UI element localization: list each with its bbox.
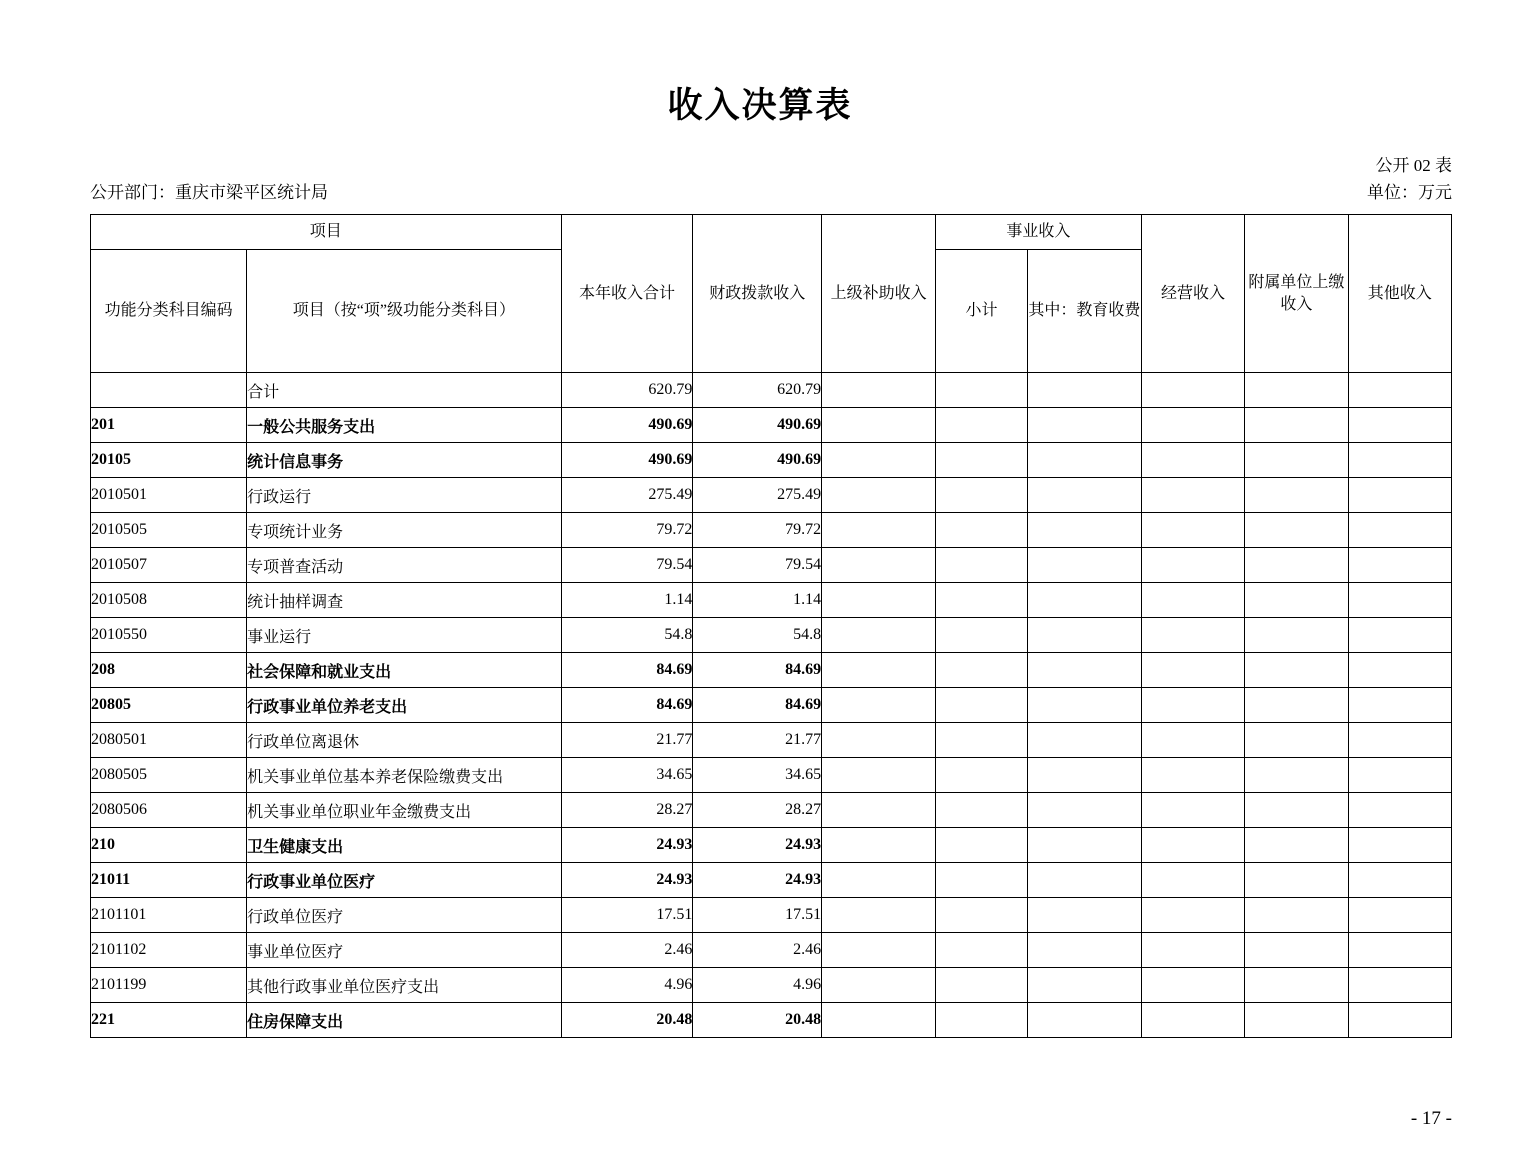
cell-project-name: 统计信息事务 (247, 443, 561, 478)
table-row (91, 618, 1452, 653)
cell-business-subtotal (936, 863, 1028, 898)
cell-business-subtotal (936, 373, 1028, 408)
cell-education-fee (1027, 513, 1141, 548)
cell-other-income (1348, 373, 1451, 408)
cell-other-income (1348, 618, 1451, 653)
cell-total-income: 17.51 (561, 898, 693, 933)
cell-other-income (1348, 723, 1451, 758)
cell-fiscal-appropriation: 490.69 (693, 443, 822, 478)
cell-total-income: 54.8 (561, 618, 693, 653)
cell-fiscal-appropriation: 2.46 (693, 933, 822, 968)
cell-fiscal-appropriation: 1.14 (693, 583, 822, 618)
cell-affiliate-income (1245, 968, 1348, 1003)
cell-education-fee (1027, 478, 1141, 513)
cell-project-name: 社会保障和就业支出 (247, 653, 561, 688)
cell-business-subtotal (936, 1003, 1028, 1038)
cell-function-code: 2010505 (91, 513, 247, 548)
cell-function-code: 2080506 (91, 793, 247, 828)
table-row (91, 478, 1452, 513)
cell-project-name: 其他行政事业单位医疗支出 (247, 968, 561, 1003)
cell-operating-income (1141, 688, 1244, 723)
page-number: - 17 - (1410, 1108, 1452, 1129)
cell-total-income: 24.93 (561, 828, 693, 863)
cell-business-subtotal (936, 828, 1028, 863)
cell-business-subtotal (936, 758, 1028, 793)
cell-operating-income (1141, 723, 1244, 758)
cell-project-name: 行政单位医疗 (247, 898, 561, 933)
table-row (91, 583, 1452, 618)
cell-project-name: 行政单位离退休 (247, 723, 561, 758)
header-subtotal: 小计 (936, 250, 1028, 373)
cell-other-income (1348, 968, 1451, 1003)
cell-business-subtotal (936, 513, 1028, 548)
cell-education-fee (1027, 758, 1141, 793)
cell-affiliate-income (1245, 863, 1348, 898)
table-row (91, 863, 1452, 898)
cell-project-name: 事业运行 (247, 618, 561, 653)
cell-education-fee (1027, 793, 1141, 828)
cell-project-name: 合计 (247, 373, 561, 408)
cell-total-income: 4.96 (561, 968, 693, 1003)
cell-total-income: 275.49 (561, 478, 693, 513)
cell-education-fee (1027, 1003, 1141, 1038)
cell-total-income: 24.93 (561, 863, 693, 898)
cell-education-fee (1027, 968, 1141, 1003)
cell-function-code: 2101199 (91, 968, 247, 1003)
department-line: 公开部门：重庆市梁平区统计局 (90, 183, 328, 202)
cell-total-income: 28.27 (561, 793, 693, 828)
table-row (91, 653, 1452, 688)
cell-fiscal-appropriation: 4.96 (693, 968, 822, 1003)
cell-project-name: 机关事业单位基本养老保险缴费支出 (247, 758, 561, 793)
header-project-group: 项目 (91, 215, 562, 250)
cell-affiliate-income (1245, 758, 1348, 793)
cell-total-income: 620.79 (561, 373, 693, 408)
cell-operating-income (1141, 863, 1244, 898)
cell-education-fee (1027, 443, 1141, 478)
cell-business-subtotal (936, 408, 1028, 443)
table-row (91, 1003, 1452, 1038)
cell-operating-income (1141, 793, 1244, 828)
cell-education-fee (1027, 618, 1141, 653)
form-number: 公开 02 表 (1375, 156, 1452, 175)
cell-business-subtotal (936, 443, 1028, 478)
cell-superior-subsidy (822, 373, 936, 408)
cell-business-subtotal (936, 478, 1028, 513)
income-final-accounts-table (90, 214, 1452, 1038)
cell-fiscal-appropriation: 54.8 (693, 618, 822, 653)
cell-other-income (1348, 793, 1451, 828)
cell-affiliate-income (1245, 1003, 1348, 1038)
cell-fiscal-appropriation: 79.72 (693, 513, 822, 548)
cell-other-income (1348, 828, 1451, 863)
cell-affiliate-income (1245, 478, 1348, 513)
cell-affiliate-income (1245, 443, 1348, 478)
cell-function-code: 201 (91, 408, 247, 443)
cell-function-code: 221 (91, 1003, 247, 1038)
cell-total-income: 21.77 (561, 723, 693, 758)
cell-function-code: 2080505 (91, 758, 247, 793)
cell-other-income (1348, 408, 1451, 443)
cell-project-name: 卫生健康支出 (247, 828, 561, 863)
cell-fiscal-appropriation: 490.69 (693, 408, 822, 443)
cell-project-name: 事业单位医疗 (247, 933, 561, 968)
cell-total-income: 79.54 (561, 548, 693, 583)
cell-superior-subsidy (822, 443, 936, 478)
cell-education-fee (1027, 583, 1141, 618)
cell-function-code: 20105 (91, 443, 247, 478)
cell-business-subtotal (936, 723, 1028, 758)
cell-affiliate-income (1245, 618, 1348, 653)
unit-note: 单位：万元 (1367, 183, 1452, 202)
cell-fiscal-appropriation: 28.27 (693, 793, 822, 828)
header-row-1 (91, 215, 1452, 250)
cell-other-income (1348, 898, 1451, 933)
header-total-income: 本年收入合计 (561, 215, 693, 373)
page-title: 收入决算表 (667, 86, 853, 125)
table-row (91, 828, 1452, 863)
cell-project-name: 专项普查活动 (247, 548, 561, 583)
cell-business-subtotal (936, 688, 1028, 723)
cell-fiscal-appropriation: 275.49 (693, 478, 822, 513)
cell-project-name: 机关事业单位职业年金缴费支出 (247, 793, 561, 828)
cell-project-name: 一般公共服务支出 (247, 408, 561, 443)
cell-superior-subsidy (822, 933, 936, 968)
cell-function-code: 20805 (91, 688, 247, 723)
cell-total-income: 490.69 (561, 443, 693, 478)
cell-superior-subsidy (822, 478, 936, 513)
table-row (91, 513, 1452, 548)
cell-superior-subsidy (822, 863, 936, 898)
header-function-code: 功能分类科目编码 (91, 250, 247, 373)
cell-affiliate-income (1245, 373, 1348, 408)
cell-total-income: 1.14 (561, 583, 693, 618)
cell-operating-income (1141, 583, 1244, 618)
cell-other-income (1348, 443, 1451, 478)
form-meta (1367, 152, 1452, 206)
cell-fiscal-appropriation: 24.93 (693, 863, 822, 898)
cell-superior-subsidy (822, 828, 936, 863)
cell-business-subtotal (936, 583, 1028, 618)
cell-education-fee (1027, 653, 1141, 688)
cell-operating-income (1141, 653, 1244, 688)
cell-operating-income (1141, 758, 1244, 793)
cell-affiliate-income (1245, 583, 1348, 618)
cell-function-code: 2080501 (91, 723, 247, 758)
cell-superior-subsidy (822, 968, 936, 1003)
cell-total-income: 20.48 (561, 1003, 693, 1038)
cell-function-code: 208 (91, 653, 247, 688)
cell-total-income: 84.69 (561, 688, 693, 723)
cell-operating-income (1141, 443, 1244, 478)
cell-fiscal-appropriation: 24.93 (693, 828, 822, 863)
cell-superior-subsidy (822, 408, 936, 443)
cell-fiscal-appropriation: 34.65 (693, 758, 822, 793)
table-row (91, 408, 1452, 443)
cell-function-code (91, 373, 247, 408)
cell-other-income (1348, 1003, 1451, 1038)
cell-education-fee (1027, 548, 1141, 583)
cell-project-name: 行政事业单位养老支出 (247, 688, 561, 723)
cell-education-fee (1027, 688, 1141, 723)
cell-superior-subsidy (822, 723, 936, 758)
cell-affiliate-income (1245, 513, 1348, 548)
header-fiscal-appropriation: 财政拨款收入 (693, 215, 822, 373)
table-row (91, 443, 1452, 478)
cell-education-fee (1027, 898, 1141, 933)
cell-operating-income (1141, 618, 1244, 653)
cell-fiscal-appropriation: 17.51 (693, 898, 822, 933)
cell-total-income: 490.69 (561, 408, 693, 443)
cell-other-income (1348, 863, 1451, 898)
cell-operating-income (1141, 373, 1244, 408)
cell-other-income (1348, 478, 1451, 513)
cell-superior-subsidy (822, 513, 936, 548)
cell-total-income: 34.65 (561, 758, 693, 793)
cell-operating-income (1141, 968, 1244, 1003)
cell-function-code: 2101101 (91, 898, 247, 933)
cell-affiliate-income (1245, 688, 1348, 723)
table-body (91, 373, 1452, 1038)
cell-business-subtotal (936, 898, 1028, 933)
cell-education-fee (1027, 373, 1141, 408)
cell-function-code: 2010507 (91, 548, 247, 583)
cell-other-income (1348, 513, 1451, 548)
table-row (91, 723, 1452, 758)
cell-operating-income (1141, 513, 1244, 548)
cell-function-code: 2101102 (91, 933, 247, 968)
cell-operating-income (1141, 408, 1244, 443)
cell-project-name: 统计抽样调查 (247, 583, 561, 618)
cell-fiscal-appropriation: 620.79 (693, 373, 822, 408)
cell-operating-income (1141, 898, 1244, 933)
cell-project-name: 专项统计业务 (247, 513, 561, 548)
header-operating-income: 经营收入 (1141, 215, 1244, 373)
cell-function-code: 2010501 (91, 478, 247, 513)
cell-operating-income (1141, 548, 1244, 583)
cell-affiliate-income (1245, 828, 1348, 863)
cell-project-name: 行政运行 (247, 478, 561, 513)
cell-superior-subsidy (822, 688, 936, 723)
table-row (91, 548, 1452, 583)
cell-affiliate-income (1245, 933, 1348, 968)
cell-fiscal-appropriation: 79.54 (693, 548, 822, 583)
cell-business-subtotal (936, 933, 1028, 968)
cell-affiliate-income (1245, 408, 1348, 443)
cell-education-fee (1027, 408, 1141, 443)
cell-business-subtotal (936, 548, 1028, 583)
cell-other-income (1348, 548, 1451, 583)
cell-project-name: 行政事业单位医疗 (247, 863, 561, 898)
table-row (91, 793, 1452, 828)
cell-education-fee (1027, 933, 1141, 968)
cell-fiscal-appropriation: 84.69 (693, 653, 822, 688)
cell-business-subtotal (936, 653, 1028, 688)
cell-total-income: 2.46 (561, 933, 693, 968)
cell-fiscal-appropriation: 20.48 (693, 1003, 822, 1038)
cell-superior-subsidy (822, 1003, 936, 1038)
cell-operating-income (1141, 478, 1244, 513)
cell-function-code: 210 (91, 828, 247, 863)
cell-operating-income (1141, 828, 1244, 863)
cell-business-subtotal (936, 793, 1028, 828)
cell-other-income (1348, 933, 1451, 968)
cell-function-code: 2010508 (91, 583, 247, 618)
cell-function-code: 2010550 (91, 618, 247, 653)
cell-affiliate-income (1245, 793, 1348, 828)
header-business-income-group: 事业收入 (936, 215, 1142, 250)
header-superior-subsidy: 上级补助收入 (822, 215, 936, 373)
cell-business-subtotal (936, 618, 1028, 653)
cell-education-fee (1027, 723, 1141, 758)
header-education-fee: 其中：教育收费 (1027, 250, 1141, 373)
cell-other-income (1348, 583, 1451, 618)
cell-fiscal-appropriation: 21.77 (693, 723, 822, 758)
cell-affiliate-income (1245, 723, 1348, 758)
cell-superior-subsidy (822, 548, 936, 583)
document-page (0, 78, 1520, 1152)
table-row (91, 933, 1452, 968)
table-row (91, 688, 1452, 723)
cell-superior-subsidy (822, 758, 936, 793)
table-row (91, 898, 1452, 933)
cell-operating-income (1141, 1003, 1244, 1038)
cell-superior-subsidy (822, 793, 936, 828)
cell-affiliate-income (1245, 548, 1348, 583)
cell-fiscal-appropriation: 84.69 (693, 688, 822, 723)
header-other-income: 其他收入 (1348, 215, 1451, 373)
document-meta (0, 152, 1520, 210)
cell-affiliate-income (1245, 653, 1348, 688)
cell-affiliate-income (1245, 898, 1348, 933)
table-row (91, 373, 1452, 408)
table-row (91, 758, 1452, 793)
cell-other-income (1348, 758, 1451, 793)
cell-education-fee (1027, 863, 1141, 898)
cell-project-name: 住房保障支出 (247, 1003, 561, 1038)
cell-education-fee (1027, 828, 1141, 863)
cell-function-code: 21011 (91, 863, 247, 898)
cell-total-income: 79.72 (561, 513, 693, 548)
header-project-name: 项目（按“项”级功能分类科目） (247, 250, 561, 373)
cell-superior-subsidy (822, 898, 936, 933)
cell-superior-subsidy (822, 653, 936, 688)
cell-other-income (1348, 688, 1451, 723)
cell-total-income: 84.69 (561, 653, 693, 688)
cell-operating-income (1141, 933, 1244, 968)
cell-other-income (1348, 653, 1451, 688)
header-affiliate-income: 附属单位上缴收入 (1245, 215, 1348, 373)
cell-business-subtotal (936, 968, 1028, 1003)
cell-superior-subsidy (822, 583, 936, 618)
cell-superior-subsidy (822, 618, 936, 653)
table-row (91, 968, 1452, 1003)
